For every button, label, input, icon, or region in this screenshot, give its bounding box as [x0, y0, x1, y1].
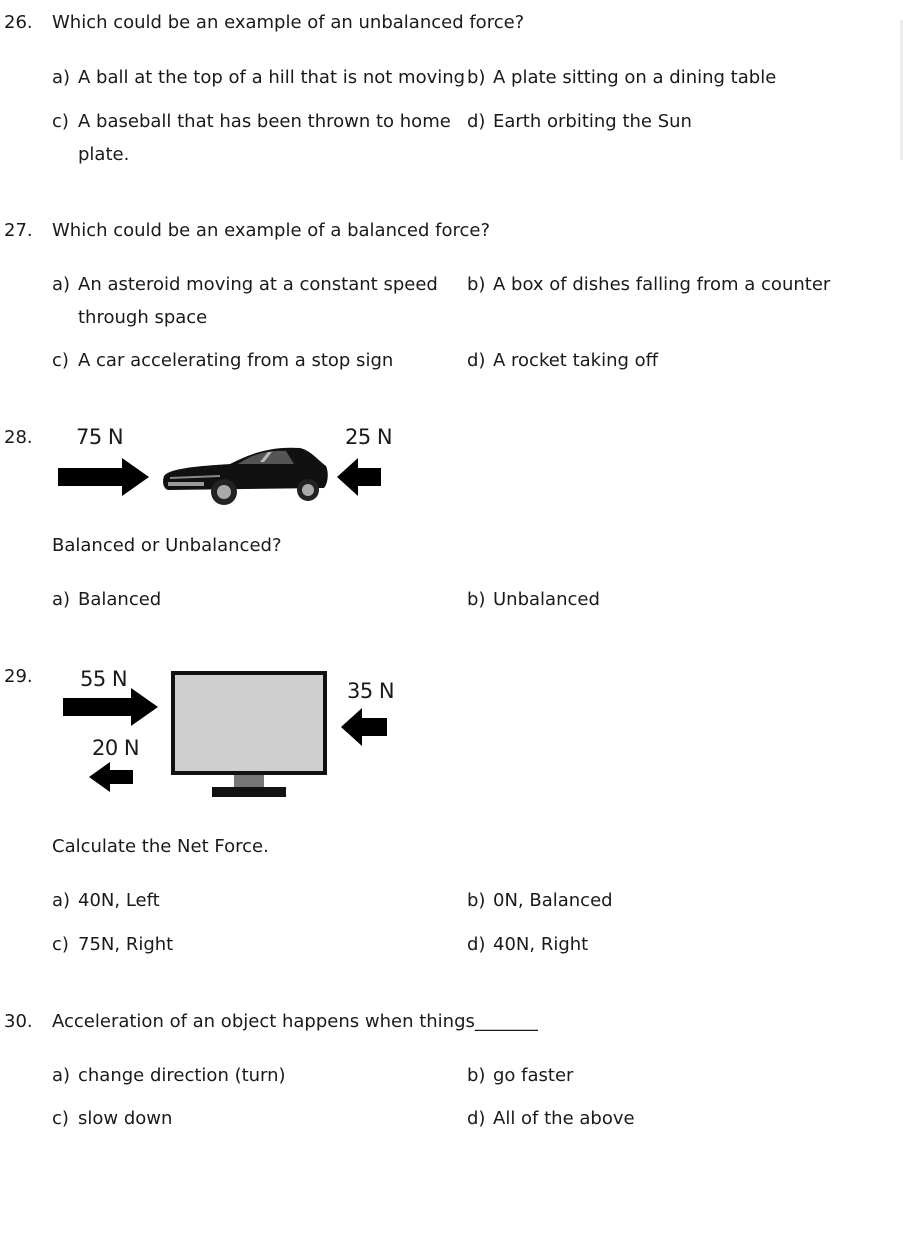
left-arrow-icon	[340, 708, 388, 748]
option-b[interactable]: b) 0N, Balanced	[467, 890, 613, 911]
car-image	[160, 440, 330, 510]
question-number: 27.	[4, 220, 33, 241]
option-c-continued: plate.	[78, 144, 130, 165]
monitor-image	[172, 672, 328, 800]
option-b[interactable]: b) Unbalanced	[467, 589, 600, 610]
question-prompt: Which could be an example of an unbalanced force?	[52, 12, 525, 33]
option-c[interactable]: c) 75N, Right	[52, 934, 174, 955]
question-number: 30.	[4, 1011, 33, 1032]
left-arrow-icon	[336, 458, 382, 498]
question-number: 29.	[4, 666, 33, 687]
option-c[interactable]: c) A car accelerating from a stop sign	[52, 350, 394, 371]
option-d[interactable]: d) A rocket taking off	[467, 350, 659, 371]
option-a[interactable]: a) A ball at the top of a hill that is not moving	[52, 67, 466, 88]
option-b[interactable]: b) go faster	[467, 1065, 574, 1086]
option-a[interactable]: a) An asteroid moving at a constant speed	[52, 274, 438, 295]
force-label-right: 35 N	[347, 679, 395, 703]
option-d[interactable]: d) 40N, Right	[467, 934, 589, 955]
option-b[interactable]: b) A plate sitting on a dining table	[467, 67, 777, 88]
question-number: 26.	[4, 12, 33, 33]
right-arrow-icon	[58, 458, 150, 498]
question-prompt: Calculate the Net Force.	[52, 836, 269, 857]
option-a[interactable]: a) 40N, Left	[52, 890, 160, 911]
option-a[interactable]: a) change direction (turn)	[52, 1065, 286, 1086]
option-d[interactable]: d) All of the above	[467, 1108, 635, 1129]
question-number: 28.	[4, 427, 33, 448]
force-label-right: 25 N	[345, 425, 393, 449]
right-arrow-icon	[63, 688, 159, 728]
option-c[interactable]: c) A baseball that has been thrown to home	[52, 111, 451, 132]
option-c[interactable]: c) slow down	[52, 1108, 173, 1129]
force-label-left: 75 N	[76, 425, 124, 449]
force-label-bottom-left: 20 N	[92, 736, 140, 760]
option-a-continued: through space	[78, 307, 208, 328]
option-a[interactable]: a) Balanced	[52, 589, 162, 610]
option-d[interactable]: d) Earth orbiting the Sun	[467, 111, 692, 132]
left-arrow-icon	[88, 762, 134, 794]
question-prompt: Acceleration of an object happens when things_______	[52, 1011, 538, 1032]
question-prompt: Which could be an example of a balanced force?	[52, 220, 490, 241]
question-prompt: Balanced or Unbalanced?	[52, 535, 282, 556]
option-b[interactable]: b) A box of dishes falling from a counter	[467, 274, 831, 295]
force-label-top-left: 55 N	[80, 667, 128, 691]
answer-blank: _______	[474, 1011, 538, 1032]
